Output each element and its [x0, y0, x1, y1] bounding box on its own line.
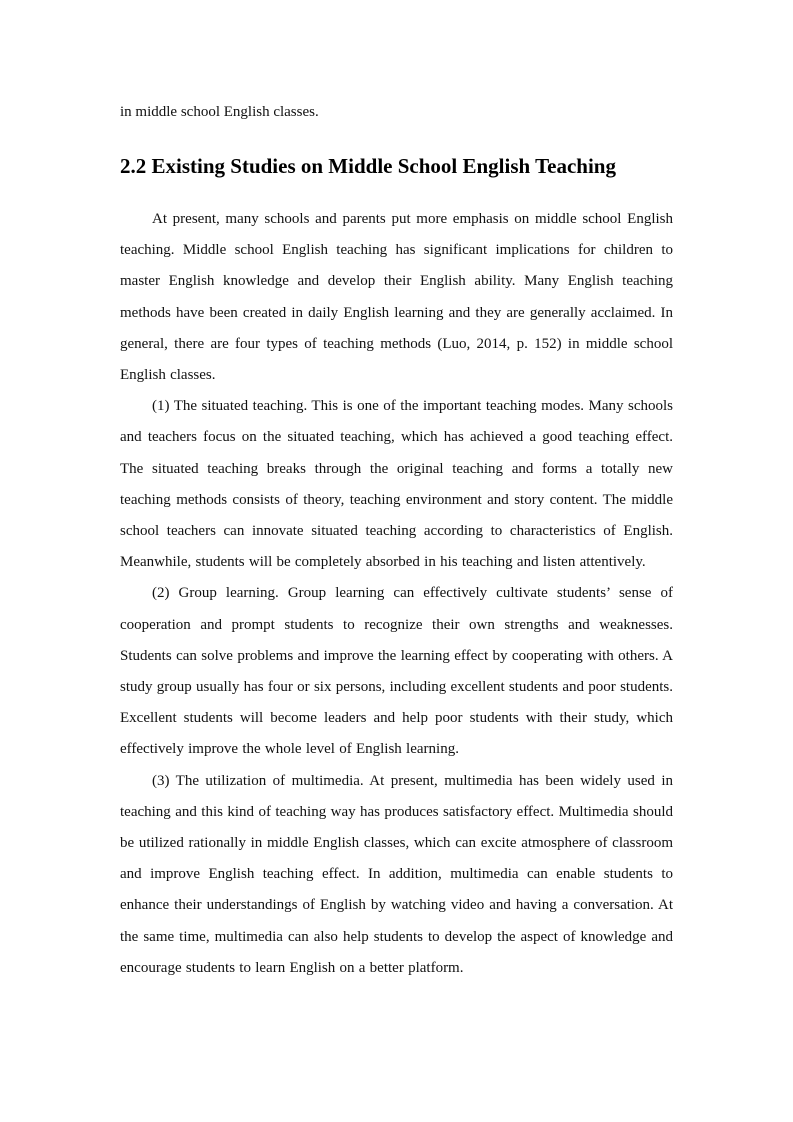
section-body [120, 204, 673, 984]
section-heading: 2.2 Existing Studies on Middle School English Teaching [120, 154, 616, 178]
paragraph-situated-teaching: (1) The situated teaching. This is one of the important teaching modes. Many schools and teachers focus on the situated teaching, which has achieved a good teaching effect. The situated teaching breaks through the original teaching and forms a totally new teaching methods consists of theory, teaching environment and story content. The middle school teachers can innovate situated teaching according to characteristics of English. Meanwhile, students will be completely absorbed in his teaching and listen attentively. [120, 398, 673, 571]
paragraph-intro: At present, many schools and parents put more emphasis on middle school English teaching. Middle school English teaching has significant implications for children to master English knowledge and develop their English ability. Many English teaching methods have been created in daily English learning and they are generally acclaimed. In general, there are four types of teaching methods (Luo, 2014, p. 152) in middle school English classes. [120, 211, 673, 384]
continuation-text: in middle school English classes. [120, 104, 319, 120]
paragraph-multimedia: (3) The utilization of multimedia. At present, multimedia has been widely used in teaching and this kind of teaching way has produces satisfactory effect. Multimedia should be utilized rationally in middle English classes, which can excite atmosphere of classroom and improve English teaching effect. In addition, multimedia can enable students to enhance their understandings of English by watching video and having a conversation. At the same time, multimedia can also help students to develop the aspect of knowledge and encourage students to learn English on a better platform. [120, 772, 673, 976]
paragraph-group-learning: (2) Group learning. Group learning can effectively cultivate students’ sense of cooperation and prompt students to recognize their own strengths and weaknesses. Students can solve problems and improve the learning effect by cooperating with others. A study group usually has four or six persons, including excellent students and poor students. Excellent students will become leaders and help poor students with their study, which effectively improve the whole level of English learning. [120, 585, 673, 758]
